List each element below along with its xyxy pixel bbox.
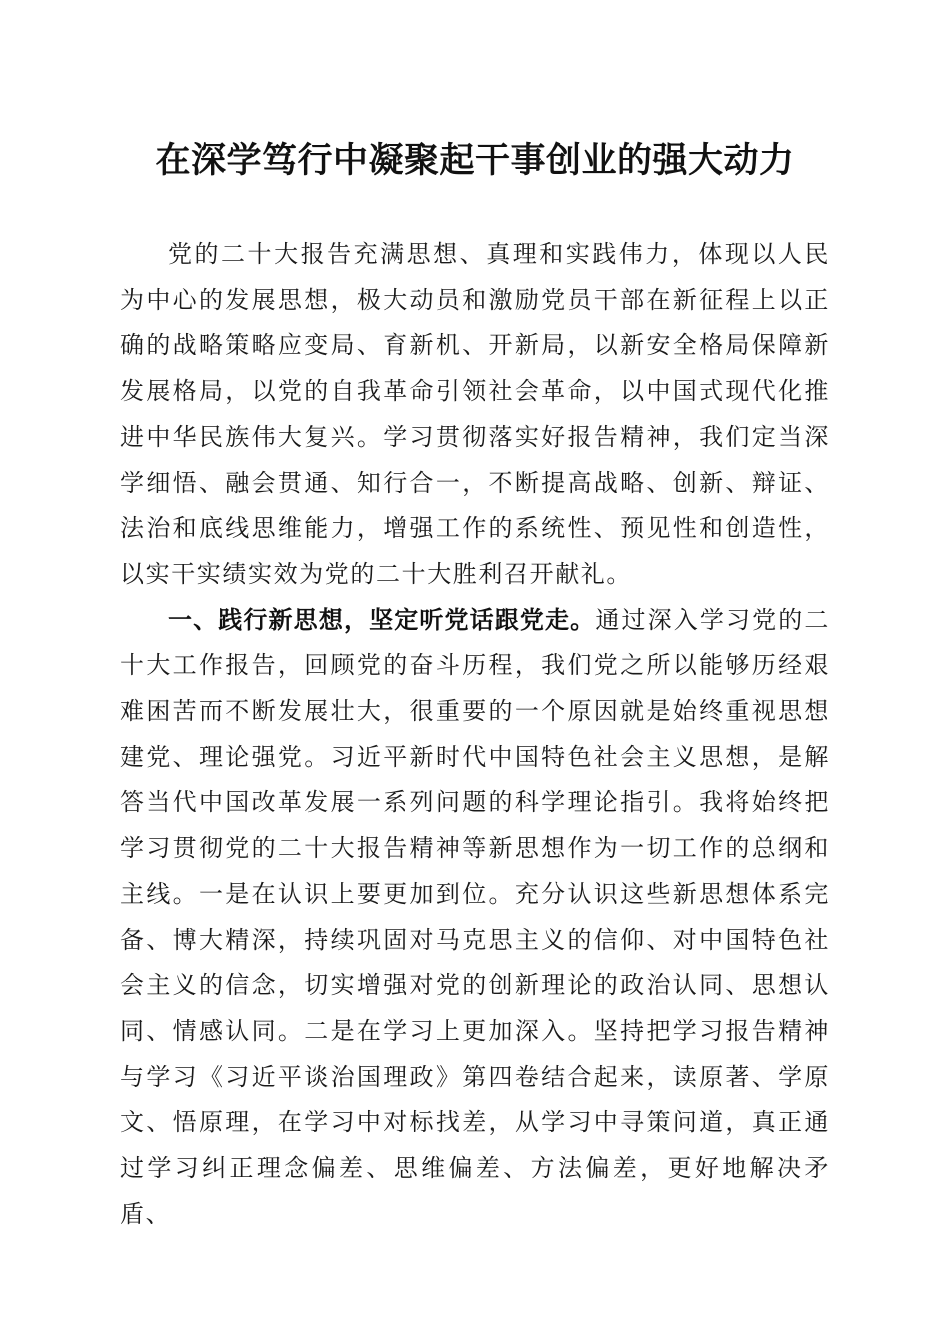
section-1-body: 通过深入学习党的二十大工作报告，回顾党的奋斗历程，我们党之所以能够历经艰难困苦而不断发展壮大，很重要的一个原因就是始终重视思想建党、理论强党。习近平新时代中国特色社会主义思想，是解答当代中国改革发展一系列问题的科学理论指引。我将始终把学习贯彻党的二十大报告精神等新思想作为一切工作的总纲和主线。一是在认识上要更加到位。充分认识这些新思想体系完备、博大精深，持续巩固对马克思主义的信仰、对中国特色社会主义的信念，切实增强对党的创新理论的政治认同、思想认同、情感认同。二是在学习上更加深入。坚持把学习报告精神与学习《习近平谈治国理政》第四卷结合起来，读原著、学原文、悟原理，在学习中对标找差，从学习中寻策问道，真正通过学习纠正理念偏差、思维偏差、方法偏差，更好地解决矛盾、 <box>120 605 830 1228</box>
intro-paragraph: 党的二十大报告充满思想、真理和实践伟力，体现以人民为中心的发展思想，极大动员和激励党员干部在新征程上以正确的战略策略应变局、育新机、开新局，以新安全格局保障新发展格局，以党的自我革命引领社会革命，以中国式现代化推进中华民族伟大复兴。学习贯彻落实好报告精神，我们定当深学细悟、融会贯通、知行合一，不断提高战略、创新、辩证、法治和底线思维能力，增强工作的系统性、预见性和创造性，以实干实绩实效为党的二十大胜利召开献礼。 <box>120 240 830 588</box>
document-body <box>120 232 830 1237</box>
section-1-heading: 一、践行新思想，坚定听党话跟党走。 <box>168 605 596 634</box>
section-1-paragraph <box>120 598 830 1238</box>
document-title: 在深学笃行中凝聚起干事创业的强大动力 <box>155 140 795 181</box>
